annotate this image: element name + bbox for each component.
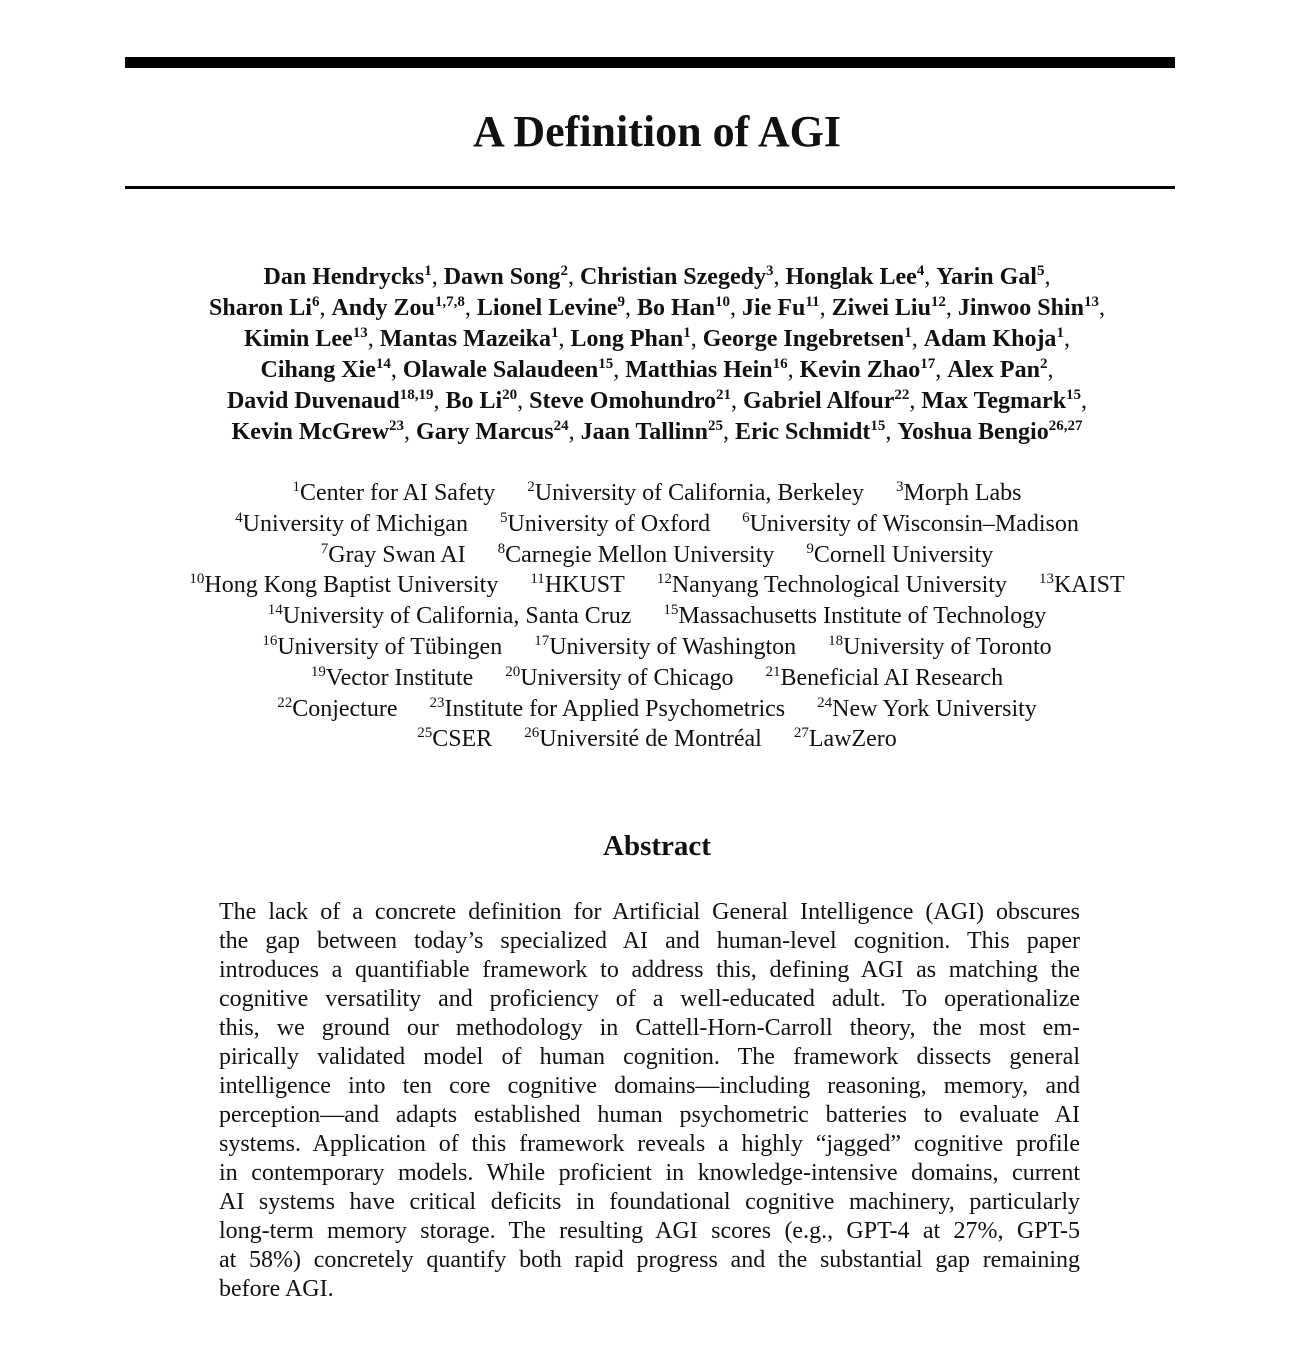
author-name: Kimin Lee$^{13}$ <box>244 325 368 352</box>
abstract-line: cognitive versatility and proficiency of a well-educated adult. To operationalize <box>219 986 1080 1012</box>
affiliation-line <box>100 478 1214 509</box>
affiliation-marker: 26,27 <box>1048 418 1083 434</box>
affiliation-marker: 15 <box>598 356 614 372</box>
affiliation-marker: 9 <box>617 294 626 310</box>
affiliation-entry: $^{20}$University of Chicago <box>505 663 734 691</box>
affiliation-marker: 1 <box>904 325 912 341</box>
author-name: Honglak Lee$^4$ <box>785 263 925 290</box>
affiliation-entry: $^{11}$HKUST <box>530 571 625 599</box>
affiliation-marker: 11 <box>805 294 820 310</box>
affiliation-line <box>100 663 1214 694</box>
author-name: Mantas Mazeika$^1$ <box>379 325 559 352</box>
author-name: Steve Omohundro$^{21}$ <box>529 387 732 414</box>
affiliation-entry: $^{15}$Massachusetts Institute of Technology <box>663 602 1047 630</box>
affiliation-entry: $^8$Carnegie Mellon University <box>497 540 775 568</box>
affiliation-marker: 22 <box>894 387 910 403</box>
author-line: Dan Hendrycks$^1$, Dawn Song$^2$, Christian Szegedy$^3$, Honglak Lee$^4$, Yarin Gal$^5$, <box>263 263 1051 290</box>
affiliation-marker: 2 <box>560 263 568 279</box>
affiliation-entry: $^{18}$University of Toronto <box>828 632 1052 660</box>
abstract-line: systems. Application of this framework reveals a highly “jagged” cognitive profile <box>219 1131 1080 1157</box>
abstract-text <box>219 898 1080 1304</box>
abstract-line: at 58%) concretely quantify both rapid progress and the substantial gap remaining <box>219 1247 1080 1273</box>
affiliation-marker: 24 <box>553 418 569 434</box>
affiliation-entry: $^5$University of Oxford <box>499 509 711 537</box>
affiliation-line <box>100 694 1214 725</box>
author-name: Jaan Tallinn$^{25}$ <box>580 418 723 445</box>
abstract-line: introduces a quantifiable framework to address this, defining AGI as matching the <box>219 957 1080 983</box>
affiliation-entry: $^7$Gray Swan AI <box>320 540 466 568</box>
author-line: David Duvenaud$^{18,19}$, Bo Li$^{20}$, Steve Omohundro$^{21}$, Gabriel Alfour$^{22}$, Max Tegmark$^{15}$, <box>226 387 1088 414</box>
author-name: Christian Szegedy$^3$ <box>579 263 774 290</box>
author-name: Long Phan$^1$ <box>570 325 691 352</box>
title-bottom-rule <box>125 186 1175 189</box>
author-name: David Duvenaud$^{18,19}$ <box>226 387 434 414</box>
author-name: Dan Hendrycks$^1$ <box>263 263 432 290</box>
affiliation-marker: 1 <box>551 325 559 341</box>
author-name: Lionel Levine$^9$ <box>476 294 626 321</box>
affiliation-marker: 21 <box>716 387 732 403</box>
author-name: Ziwei Liu$^{12}$ <box>831 294 946 321</box>
author-line: Sharon Li$^6$, Andy Zou$^{1,7,8}$, Lionel Levine$^9$, Bo Han$^{10}$, Jie Fu$^{11}$, Ziwei Liu$^{12}$, Jinwoo Shin$^{13}$, <box>209 294 1105 321</box>
abstract-line: intelligence into ten core cognitive domains—including reasoning, memory, and <box>219 1073 1080 1099</box>
abstract-line: AI systems have critical deficits in foundational cognitive machinery, particularly <box>219 1189 1080 1215</box>
affiliation-marker: 2 <box>1039 356 1048 372</box>
affiliation-marker: 1 <box>1056 325 1064 341</box>
author-name: Eric Schmidt$^{15}$ <box>735 418 886 445</box>
author-name: Bo Han$^{10}$ <box>637 294 731 321</box>
abstract-line: this, we ground our methodology in Cattell-Horn-Carroll theory, the most em- <box>219 1015 1080 1041</box>
abstract-line: in contemporary models. While proficient in knowledge-intensive domains, current <box>219 1160 1080 1186</box>
affiliation-entry: $^9$Cornell University <box>806 540 994 568</box>
affiliation-marker: 5 <box>1036 263 1045 279</box>
affiliation-entry: $^6$University of Wisconsin–Madison <box>742 509 1079 537</box>
affiliation-entry: $^2$University of California, Berkeley <box>527 479 865 506</box>
affiliation-marker: 15 <box>870 418 886 434</box>
author-name: Sharon Li$^6$ <box>209 294 320 321</box>
abstract-line: before AGI. <box>219 1276 334 1302</box>
affiliation-entry: $^{16}$University of Tübingen <box>262 632 503 660</box>
author-name: Dawn Song$^2$ <box>443 263 568 290</box>
affiliation-entry: $^{13}$KAIST <box>1038 571 1125 599</box>
affiliation-marker: 14 <box>375 356 391 372</box>
affiliation-entry: $^{17}$University of Washington <box>534 632 797 660</box>
affiliation-marker: 10 <box>715 294 731 310</box>
affiliation-marker: 20 <box>502 387 518 403</box>
author-name: Alex Pan$^2$ <box>947 356 1048 383</box>
affiliation-entry: $^{27}$LawZero <box>793 725 897 753</box>
author-name: Cihang Xie$^{14}$ <box>260 356 391 383</box>
affiliation-line <box>100 540 1214 571</box>
author-line: Kevin McGrew$^{23}$, Gary Marcus$^{24}$, Jaan Tallinn$^{25}$, Eric Schmidt$^{15}$, Yoshua Bengio$^{26,27}$ <box>231 418 1083 445</box>
author-name: Andy Zou$^{1,7,8}$ <box>331 294 465 321</box>
affiliation-marker: 25 <box>708 418 723 434</box>
author-name: Gabriel Alfour$^{22}$ <box>743 387 910 414</box>
author-name: Bo Li$^{20}$ <box>445 387 518 414</box>
affiliation-line <box>100 509 1214 540</box>
affiliation-marker: 13 <box>352 325 368 341</box>
affiliation-entry: $^1$Center for AI Safety <box>292 479 496 506</box>
author-name: Max Tegmark$^{15}$ <box>921 387 1082 414</box>
affiliation-entry: $^{22}$Conjecture <box>277 694 398 722</box>
affiliation-line <box>100 724 1214 755</box>
paper-title: A Definition of AGI <box>473 107 841 156</box>
author-name: Yoshua Bengio$^{26,27}$ <box>897 418 1083 445</box>
affiliation-entry: $^{23}$Institute for Applied Psychometrics <box>429 694 786 722</box>
affiliation-marker: 3 <box>765 263 774 279</box>
title-top-rule <box>125 57 1175 68</box>
affiliation-marker: 1 <box>424 263 432 279</box>
abstract-line: The lack of a concrete definition for Artificial General Intelligence (AGI) obscures <box>219 899 1080 925</box>
author-name: Olawale Salaudeen$^{15}$ <box>402 356 614 383</box>
affiliation-marker: 13 <box>1083 294 1099 310</box>
author-name: Gary Marcus$^{24}$ <box>416 418 569 445</box>
affiliation-entry: $^4$University of Michigan <box>235 509 468 537</box>
affiliation-line <box>100 570 1214 601</box>
author-name: Matthias Hein$^{16}$ <box>625 356 788 383</box>
affiliation-entry: $^{19}$Vector Institute <box>310 663 474 691</box>
abstract-line: the gap between today’s specialized AI and human-level cognition. This paper <box>219 928 1080 954</box>
affiliation-marker: 17 <box>920 356 936 372</box>
affiliation-entry: $^{12}$Nanyang Technological University <box>656 571 1007 599</box>
affiliation-entry: $^{10}$Hong Kong Baptist University <box>189 571 499 599</box>
abstract-line: perception—and adapts established human psychometric batteries to evaluate AI <box>219 1102 1080 1128</box>
author-list <box>100 262 1214 448</box>
affiliation-marker: 16 <box>772 356 788 372</box>
abstract-heading: Abstract <box>603 830 711 862</box>
affiliation-entry: $^{14}$University of California, Santa Cruz <box>267 602 632 630</box>
affiliation-marker: 15 <box>1066 387 1082 403</box>
author-line: Cihang Xie$^{14}$, Olawale Salaudeen$^{15}$, Matthias Hein$^{16}$, Kevin Zhao$^{17}$, Alex Pan$^2$, <box>260 356 1054 383</box>
affiliation-marker: 1 <box>683 325 691 341</box>
affiliation-entry: $^{24}$New York University <box>817 694 1037 722</box>
author-line: Kimin Lee$^{13}$, Mantas Mazeika$^1$, Long Phan$^1$, George Ingebretsen$^1$, Adam Khoja$^1$, <box>244 325 1070 352</box>
affiliation-marker: 4 <box>916 263 925 279</box>
author-name: Kevin Zhao$^{17}$ <box>799 356 936 383</box>
author-name: Jie Fu$^{11}$ <box>742 294 820 321</box>
author-name: Jinwoo Shin$^{13}$ <box>957 294 1099 321</box>
affiliation-marker: 1,7,8 <box>434 294 465 310</box>
author-name: Adam Khoja$^1$ <box>923 325 1064 352</box>
abstract-line: long-term memory storage. The resulting AGI scores (e.g., GPT-4 at 27%, GPT-5 <box>219 1218 1080 1244</box>
affiliation-entry: $^{26}$Université de Montréal <box>524 725 762 753</box>
affiliation-entry: $^3$Morph Labs <box>896 479 1022 506</box>
affiliation-marker: 6 <box>311 294 320 310</box>
affiliation-marker: 18,19 <box>399 387 434 403</box>
affiliation-list <box>100 478 1214 755</box>
author-name: Kevin McGrew$^{23}$ <box>231 418 405 445</box>
affiliation-marker: 12 <box>930 294 946 310</box>
abstract-line: pirically validated model of human cognition. The framework dissects general <box>219 1044 1080 1070</box>
affiliation-entry: $^{21}$Beneficial AI Research <box>765 663 1004 691</box>
affiliation-entry: $^{25}$CSER <box>417 725 493 753</box>
affiliation-marker: 23 <box>389 418 405 434</box>
affiliation-line <box>100 632 1214 663</box>
affiliation-line <box>100 601 1214 632</box>
author-name: George Ingebretsen$^1$ <box>702 325 912 352</box>
author-name: Yarin Gal$^5$ <box>936 263 1045 290</box>
